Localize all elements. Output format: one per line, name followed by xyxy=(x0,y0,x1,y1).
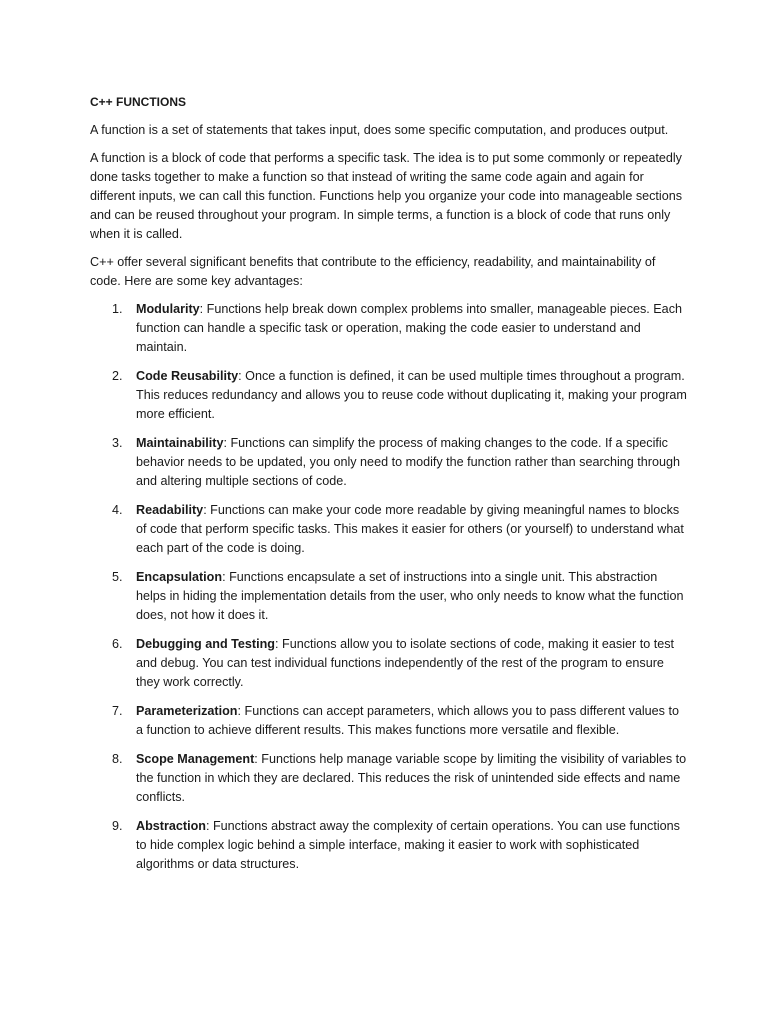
list-item-term: Debugging and Testing xyxy=(136,637,275,651)
list-item-text: : Functions abstract away the complexity of certain operations. You can use functions to hide complex logic behind a simple interface, making it easier to work with sophisticated algorithms or data structures. xyxy=(136,819,680,871)
list-item-text: : Functions help manage variable scope by limiting the visibility of variables to the function in which they are declared. This reduces the risk of unintended side effects and name conflicts. xyxy=(136,752,687,804)
list-item-text: : Functions can simplify the process of making changes to the code. If a specific behavior needs to be updated, you only need to modify the function rather than searching through and altering multiple sections of code. xyxy=(136,436,681,488)
list-item-number: 9. xyxy=(112,819,123,833)
list-item-term: Parameterization xyxy=(136,704,238,718)
list-item-number: 8. xyxy=(112,752,123,766)
intro-paragraph: A function is a set of statements that takes input, does some specific computation, and produces output. xyxy=(90,123,669,137)
list-item-text: : Functions can accept parameters, which allows you to pass different values to a function to achieve different results. This makes functions more versatile and flexible. xyxy=(136,704,679,737)
list-item-term: Encapsulation xyxy=(136,570,223,584)
list-item-text: : Once a function is defined, it can be used multiple times throughout a program. This reduces redundancy and allows you to reuse code without duplicating it, making your program more efficient. xyxy=(136,369,687,421)
list-item xyxy=(90,817,688,874)
list-item-term: Code Reusability xyxy=(136,369,239,383)
list-item-number: 3. xyxy=(112,436,123,450)
list-item xyxy=(90,434,688,491)
list-item-term: Readability xyxy=(136,503,204,517)
list-item xyxy=(90,367,688,424)
list-item xyxy=(90,501,688,558)
definition-paragraph: A function is a block of code that performs a specific task. The idea is to put some commonly or repeatedly done tasks together to make a function so that instead of writing the same code again and again for different inputs, we can call this function. Functions help you organize your code into manageable sections and can be reused throughout your program. In simple terms, a function is a block of code that runs only when it is called. xyxy=(90,151,683,241)
list-item-number: 1. xyxy=(112,302,123,316)
list-item-text: : Functions encapsulate a set of instructions into a single unit. This abstraction helps in hiding the implementation details from the user, who only needs to know what the function does, not how it does it. xyxy=(136,570,684,622)
list-item-text: : Functions allow you to isolate sections of code, making it easier to test and debug. You can test individual functions independently of the rest of the program to ensure they work correctly. xyxy=(136,637,675,689)
list-item-term: Maintainability xyxy=(136,436,224,450)
list-item-number: 4. xyxy=(112,503,123,517)
list-item-text: : Functions can make your code more readable by giving meaningful names to blocks of code that perform specific tasks. This makes it easier for others (or yourself) to understand what each part of the code is doing. xyxy=(136,503,684,555)
list-item xyxy=(90,635,688,692)
list-item-number: 5. xyxy=(112,570,123,584)
list-item xyxy=(90,750,688,807)
list-item-term: Abstraction xyxy=(136,819,206,833)
advantages-intro-paragraph: C++ offer several significant benefits that contribute to the efficiency, readability, and maintainability of code. Here are some key advantages: xyxy=(90,255,656,288)
list-item xyxy=(90,568,688,625)
list-item xyxy=(90,300,688,357)
list-item xyxy=(90,702,688,740)
list-item-text: : Functions help break down complex problems into smaller, manageable pieces. Each function can handle a specific task or operation, making the code easier to understand and maintain. xyxy=(136,302,682,354)
list-item-term: Modularity xyxy=(136,302,200,316)
advantages-list xyxy=(90,300,688,874)
document-title: C++ FUNCTIONS xyxy=(90,95,187,109)
list-item-number: 7. xyxy=(112,704,123,718)
list-item-number: 6. xyxy=(112,637,123,651)
list-item-term: Scope Management xyxy=(136,752,255,766)
list-item-number: 2. xyxy=(112,369,123,383)
